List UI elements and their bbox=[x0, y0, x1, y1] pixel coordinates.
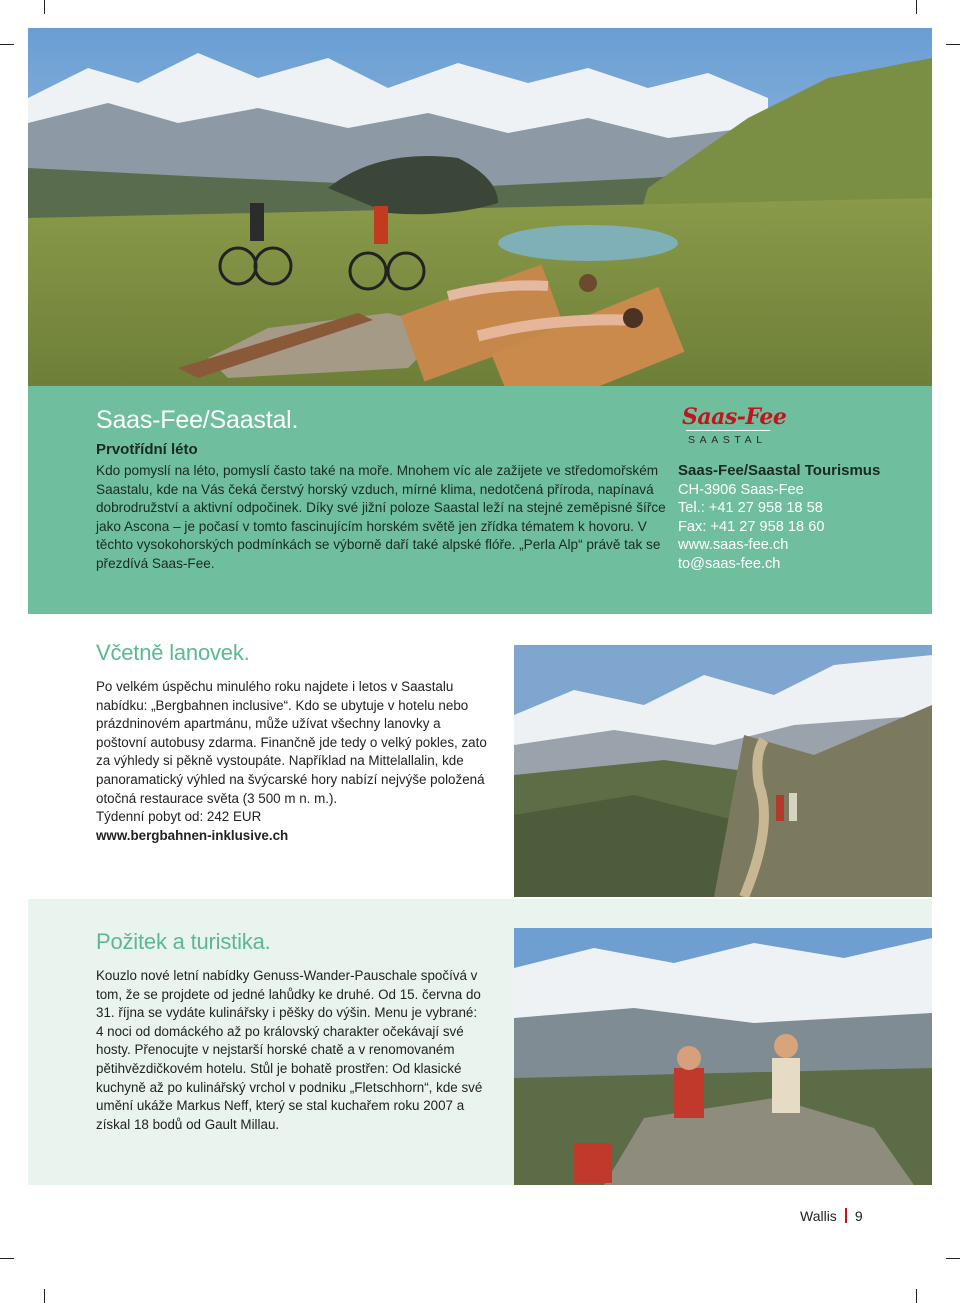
hero-photo-sunbathers-alps bbox=[28, 28, 932, 386]
crop-mark bbox=[44, 1289, 45, 1303]
logo-divider bbox=[686, 430, 770, 431]
contact-phone: Tel.: +41 27 958 18 58 bbox=[678, 500, 823, 516]
contact-address: CH-3906 Saas-Fee bbox=[678, 481, 804, 498]
intro-panel bbox=[28, 386, 932, 614]
hikers-illustration bbox=[514, 645, 932, 897]
intro-subtitle: Prvotřídní léto bbox=[96, 441, 198, 458]
contact-email-link[interactable]: to@saas-fee.ch bbox=[678, 555, 781, 572]
crop-mark bbox=[0, 44, 14, 45]
hikers-trail-photo bbox=[514, 645, 932, 897]
section2-website-link[interactable]: www.bergbahnen-inklusive.ch bbox=[96, 827, 289, 843]
page-footer bbox=[800, 1208, 863, 1224]
section3-body: Kouzlo nové letní nabídky Genuss-Wander-Pauschale spočívá v tom, že se projdete od jedné lahůdky ke druhé. Od 15. června do 31. října se vydáte kulinářsky i pěšky do výšin. Menu je vybrané: 4 noci od domáckého až po královský charakter očekávají své hosty. Přenocujte v nejstarší horské chatě a v renomovaném pětihvězdičkovém hotelu. Stůl je bohatě prostřen: Od klasické kuchyně až po kulinářský vrchol v podniku „Fletschhorn“, kde své umění ukáže Markus Neff, který se stal kuchařem roku 2007 a získal 18 bodů od Gault Millau. bbox=[96, 968, 483, 1132]
intro-text-block bbox=[96, 406, 668, 574]
crop-mark bbox=[946, 44, 960, 45]
contact-fax: Fax: +41 27 958 18 60 bbox=[678, 518, 825, 535]
footer-separator bbox=[845, 1208, 847, 1223]
contact-organization: Saas-Fee/Saastal Tourismus bbox=[678, 462, 881, 479]
section2-title: Včetně lanovek. bbox=[96, 640, 250, 665]
intro-title: Saas-Fee/Saastal. bbox=[96, 406, 299, 434]
logo-wordmark: Saas-Fee bbox=[682, 404, 787, 430]
crop-mark bbox=[946, 1258, 960, 1259]
intro-body: Kdo pomyslí na léto, pomyslí často také na moře. Mnohem víc ale zažijete ve středomořském Saastalu, kde na Vás čeká čerstvý horský vzduch, mírné klima, nedotčená příroda, napínavá dobrodružství a aktivní odpočinek. Díky své jižní poloze Saastal leží na stejné zeměpisné šířce jako Ascona – je počasí v tomto fascinujícím horském světě jen zřídka tématem k hovoru. V těchto vysokohorských podmínkách se výborně daří také alpské flóře. „Perla Alp“ právě tak se přezdívá Saas-Fee. bbox=[96, 463, 666, 571]
contact-block bbox=[678, 404, 918, 573]
section3-text-block bbox=[96, 929, 488, 1134]
section3-title: Požitek a turistika. bbox=[96, 929, 271, 954]
crop-mark bbox=[916, 1289, 917, 1303]
section2-body: Po velkém úspěchu minulého roku najdete i letos v Saastalu nabídku: „Bergbahnen inclusive“. Kdo se ubytuje v hotelu nebo prázdninovém apartmánu, může užívat všechny lanovky a poštovní autobusy zdarma. Finančně jde tedy o velký pokles, zato za výhledy si pěkně vystoupáte. Například na Mittelallalin, kde panoramatický výhled na švýcarské hory nabízí nejvýše položená otočná restaurace světa (3 500 m n. m.). bbox=[96, 679, 487, 806]
crop-mark bbox=[44, 0, 45, 14]
page-number: 9 bbox=[854, 1208, 863, 1224]
picnic-couple-photo bbox=[514, 928, 932, 1185]
logo-subtitle: SAASTAL bbox=[688, 434, 767, 446]
hero-illustration bbox=[28, 28, 932, 386]
section-cable-cars bbox=[96, 640, 491, 845]
contact-website-link[interactable]: www.saas-fee.ch bbox=[678, 537, 789, 553]
section2-price: Týdenní pobyt od: 242 EUR bbox=[96, 809, 262, 825]
crop-mark bbox=[916, 0, 917, 14]
crop-mark bbox=[0, 1258, 14, 1259]
footer-region: Wallis bbox=[800, 1208, 837, 1224]
saas-fee-logo bbox=[678, 404, 918, 462]
picnic-illustration bbox=[514, 928, 932, 1185]
